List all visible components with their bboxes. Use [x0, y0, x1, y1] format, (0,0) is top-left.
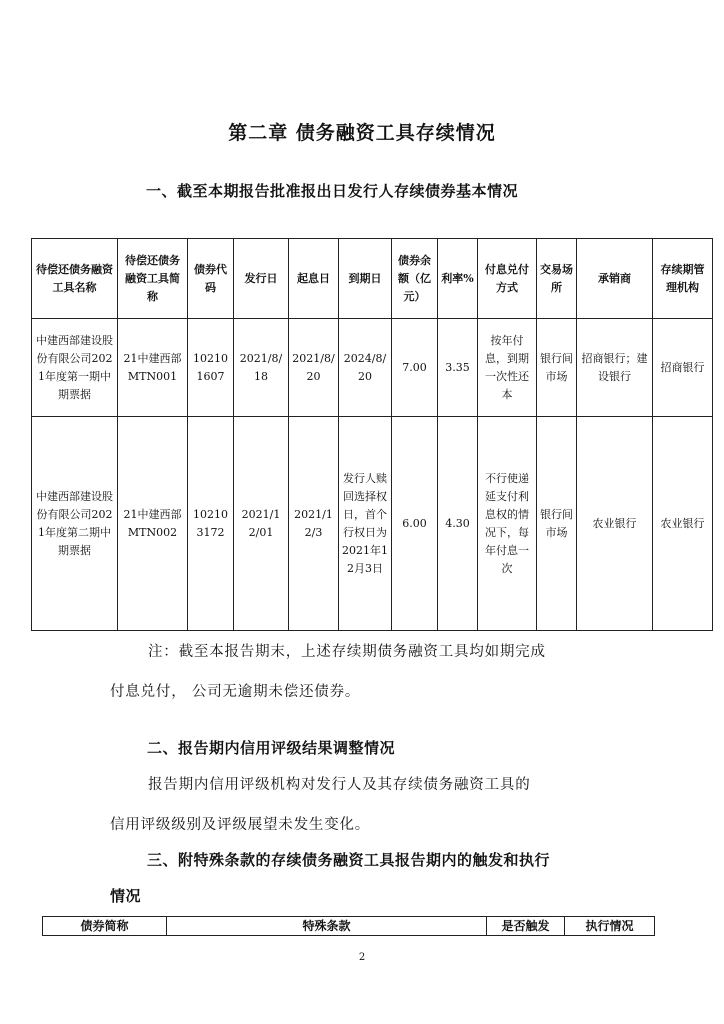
section-3-title-continued: 情况 [110, 887, 142, 905]
chapter-title: 第二章 债务融资工具存续情况 [228, 122, 496, 144]
section-3-title: 三、附特殊条款的存续债务融资工具报告期内的触发和执行 [147, 851, 551, 869]
payment-method-cell: 不行使递延支付利息权的情况下，每年付息一次 [478, 417, 537, 631]
underwriter-cell: 招商银行；建设银行 [577, 319, 653, 417]
value-date-cell: 2021/8/20 [289, 319, 339, 417]
issue-date-cell: 2021/12/01 [234, 417, 289, 631]
header-cell: 付息兑付方式 [478, 239, 537, 319]
page-number: 2 [358, 952, 366, 963]
header-cell: 执行情况 [565, 917, 655, 936]
maturity-date-cell: 2024/8/20 [339, 319, 392, 417]
bond-code-cell: 102101607 [188, 319, 234, 417]
special-clause-header-row [43, 917, 655, 936]
header-cell: 承销商 [577, 239, 653, 319]
header-cell: 待偿还债务融资工具简称 [118, 239, 188, 319]
header-cell: 是否触发 [487, 917, 565, 936]
bond-short-name-cell: 21中建西部MTN002 [118, 417, 188, 631]
header-cell: 起息日 [289, 239, 339, 319]
bond-short-name-cell: 21中建西部MTN001 [118, 319, 188, 417]
balance-cell: 6.00 [392, 417, 438, 631]
issue-date-cell: 2021/8/18 [234, 319, 289, 417]
section-2-line-2: 信用评级级别及评级展望未发生变化。 [110, 817, 371, 833]
market-cell: 银行间市场 [537, 319, 577, 417]
header-cell: 债券代码 [188, 239, 234, 319]
payment-method-cell: 按年付息，到期一次性还本 [478, 319, 537, 417]
header-cell: 存续期管理机构 [653, 239, 713, 319]
header-cell: 债券简称 [43, 917, 167, 936]
underwriter-cell: 农业银行 [577, 417, 653, 631]
manager-cell: 招商银行 [653, 319, 713, 417]
section-2-title: 二、报告期内信用评级结果调整情况 [147, 739, 396, 757]
header-cell: 特殊条款 [167, 917, 487, 936]
header-cell: 待偿还债务融资工具名称 [32, 239, 118, 319]
bond-table [31, 238, 713, 631]
bond-name-cell: 中建西部建设股份有限公司2021年度第二期中期票据 [32, 417, 118, 631]
bond-name-cell: 中建西部建设股份有限公司2021年度第一期中期票据 [32, 319, 118, 417]
table-row [32, 417, 713, 631]
header-cell: 债券余额（亿元） [392, 239, 438, 319]
rate-cell: 3.35 [438, 319, 478, 417]
section-1-title: 一、截至本期报告批准报出日发行人存续债券基本情况 [146, 182, 519, 200]
manager-cell: 农业银行 [653, 417, 713, 631]
table-header-row [32, 239, 713, 319]
bond-code-cell: 102103172 [188, 417, 234, 631]
section-2-line-1: 报告期内信用评级机构对发行人及其存续债务融资工具的 [148, 777, 531, 793]
header-cell: 利率% [438, 239, 478, 319]
maturity-date-cell: 发行人赎回选择权日，首个行权日为2021年12月3日 [339, 417, 392, 631]
rate-cell: 4.30 [438, 417, 478, 631]
header-cell: 到期日 [339, 239, 392, 319]
market-cell: 银行间市场 [537, 417, 577, 631]
table-row [32, 319, 713, 417]
value-date-cell: 2021/12/3 [289, 417, 339, 631]
header-cell: 交易场所 [537, 239, 577, 319]
special-clause-table [42, 916, 655, 936]
balance-cell: 7.00 [392, 319, 438, 417]
note-line-2: 付息兑付， 公司无逾期未偿还债券。 [110, 684, 361, 700]
header-cell: 发行日 [234, 239, 289, 319]
note-line-1: 注：截至本报告期末，上述存续期债务融资工具均如期完成 [148, 644, 546, 660]
